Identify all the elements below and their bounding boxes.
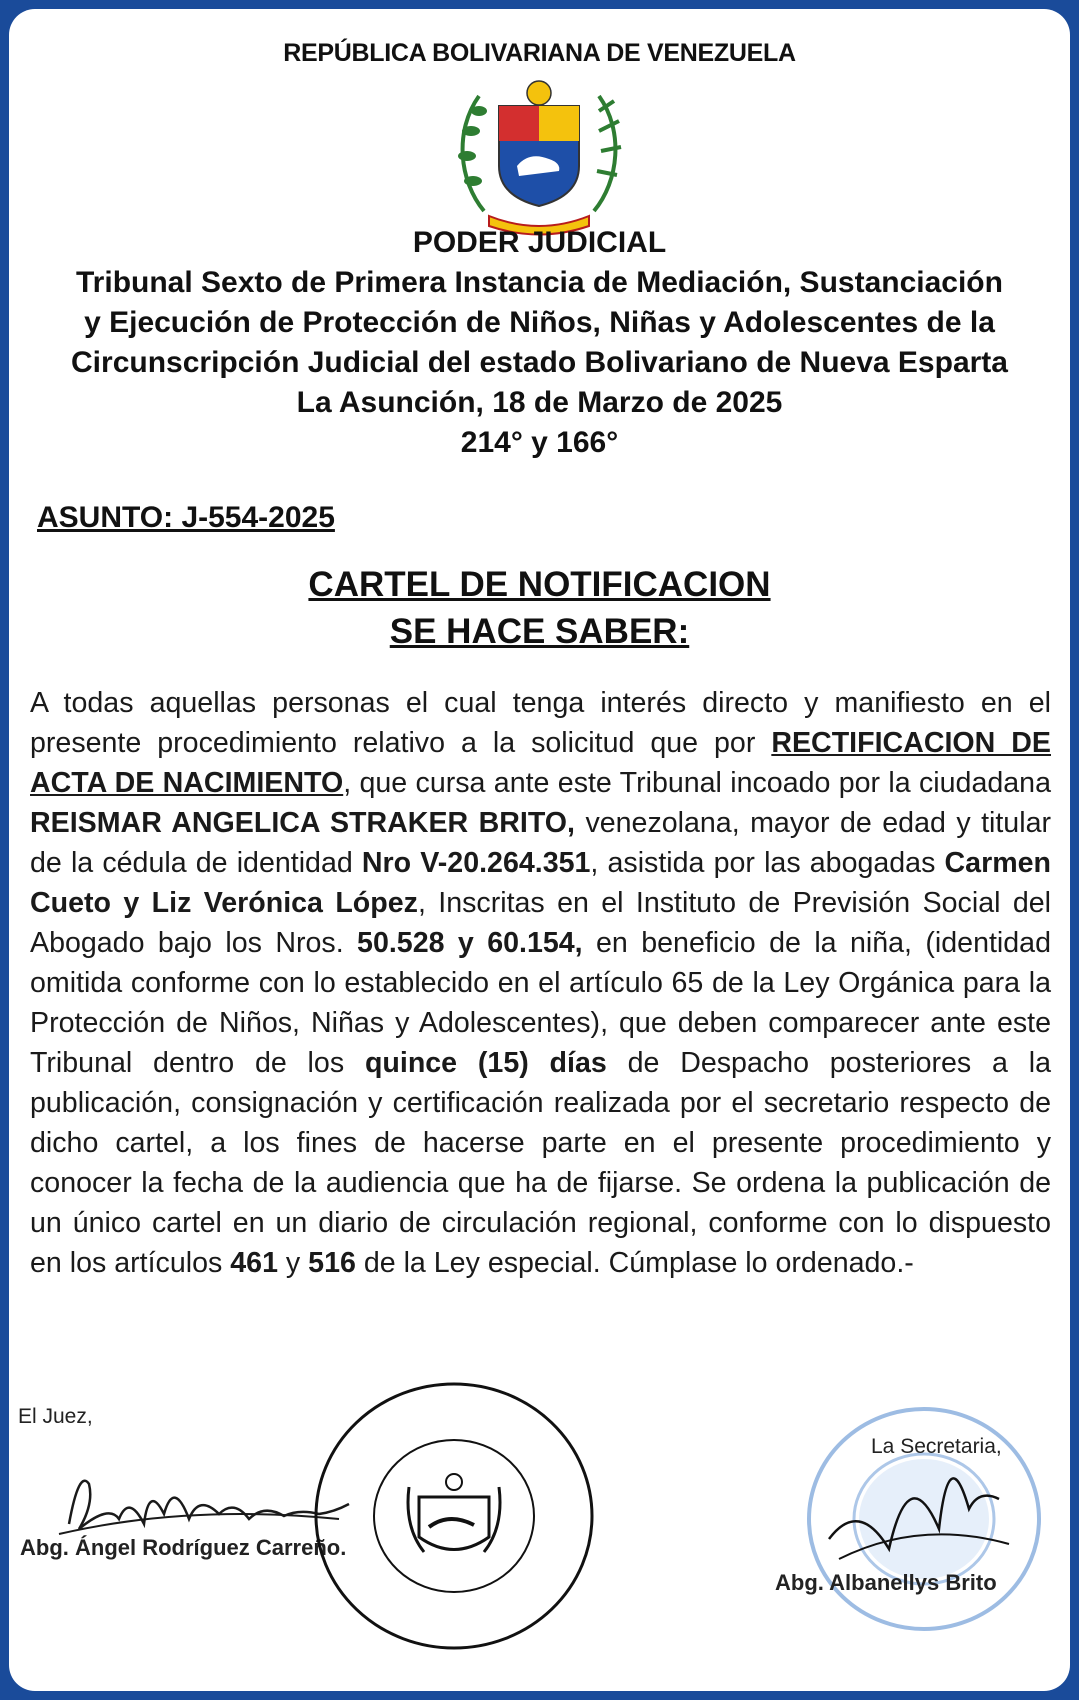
secretary-name: Abg. Albanellys Brito: [775, 1570, 997, 1595]
body-text: , asistida por las abogadas: [590, 847, 945, 879]
lawyer-numbers: 50.528 y 60.154,: [357, 927, 583, 959]
applicant-name: REISMAR ANGELICA STRAKER BRITO,: [30, 807, 575, 839]
body-text: de la Ley especial. Cúmplase lo ordenado.-: [355, 1247, 914, 1279]
request-type: RECTIFICACION DE ACTA DE NACIMIENTO: [30, 727, 1051, 799]
country-heading: REPÚBLICA BOLIVARIANA DE VENEZUELA: [283, 39, 796, 67]
coat-of-arms-icon: [449, 71, 629, 241]
article-number: 461: [230, 1247, 278, 1279]
court-name-line-3: Circunscripción Judicial del estado Bolivariano de Nueva Esparta: [71, 346, 1008, 379]
notice-title: CARTEL DE NOTIFICACION: [308, 565, 771, 604]
body-text: A todas aquellas personas el cual tenga interés directo y manifiesto en el presente procedimiento relativo a la solicitud que por: [30, 687, 1051, 759]
court-name-line-1: Tribunal Sexto de Primera Instancia de Mediación, Sustanciación: [76, 266, 1003, 299]
body-text: en beneficio de la niña, (identidad omitida conforme con lo establecido en el artículo 65 de la Ley Orgánica para la Protección de Niños, Niñas y Adolescentes), que deben comparecer ante este Tribunal dentro de los: [30, 927, 1051, 1079]
body-text: venezolana, mayor de edad y titular de la cédula de identidad: [30, 807, 1051, 879]
notice-body: [30, 683, 1051, 1283]
lawyer-names: Carmen Cueto y Liz Verónica López: [30, 847, 1052, 919]
case-number: ASUNTO: J-554-2025: [37, 501, 335, 534]
court-seal-icon: [309, 1377, 599, 1655]
body-text: de Despacho posteriores a la publicación, consignación y certificación realizada por el secretario respecto de dicho cartel, a los fines de hacerse parte en el presente procedimiento y conocer la fecha de la audiencia que ha de fijarse. Se ordena la publicación de un único cartel en un diario de circulación regional, conforme con lo dispuesto en los artículos: [30, 1047, 1052, 1279]
years-line: 214° y 166°: [460, 426, 619, 459]
body-text: y: [277, 1247, 309, 1279]
place-date: La Asunción, 18 de Marzo de 2025: [296, 386, 783, 419]
body-text: , Inscritas en el Instituto de Previsión Social del Abogado bajo los Nros.: [30, 887, 1051, 959]
notice-card: [9, 9, 1070, 1691]
body-text: , que cursa ante este Tribunal incoado por la ciudadana: [343, 767, 1051, 799]
secretary-label: La Secretaria,: [871, 1435, 1002, 1458]
court-name-line-2: y Ejecución de Protección de Niños, Niñas y Adolescentes de la: [84, 306, 995, 339]
power-heading: PODER JUDICIAL: [412, 226, 667, 259]
judge-label: El Juez,: [18, 1405, 93, 1428]
notice-subtitle: SE HACE SABER:: [389, 612, 690, 651]
article-number: 516: [308, 1247, 356, 1279]
id-number: Nro V-20.264.351: [361, 847, 591, 879]
deadline: quince (15) días: [364, 1047, 607, 1079]
judge-name: Abg. Ángel Rodríguez Carreño.: [20, 1535, 347, 1560]
